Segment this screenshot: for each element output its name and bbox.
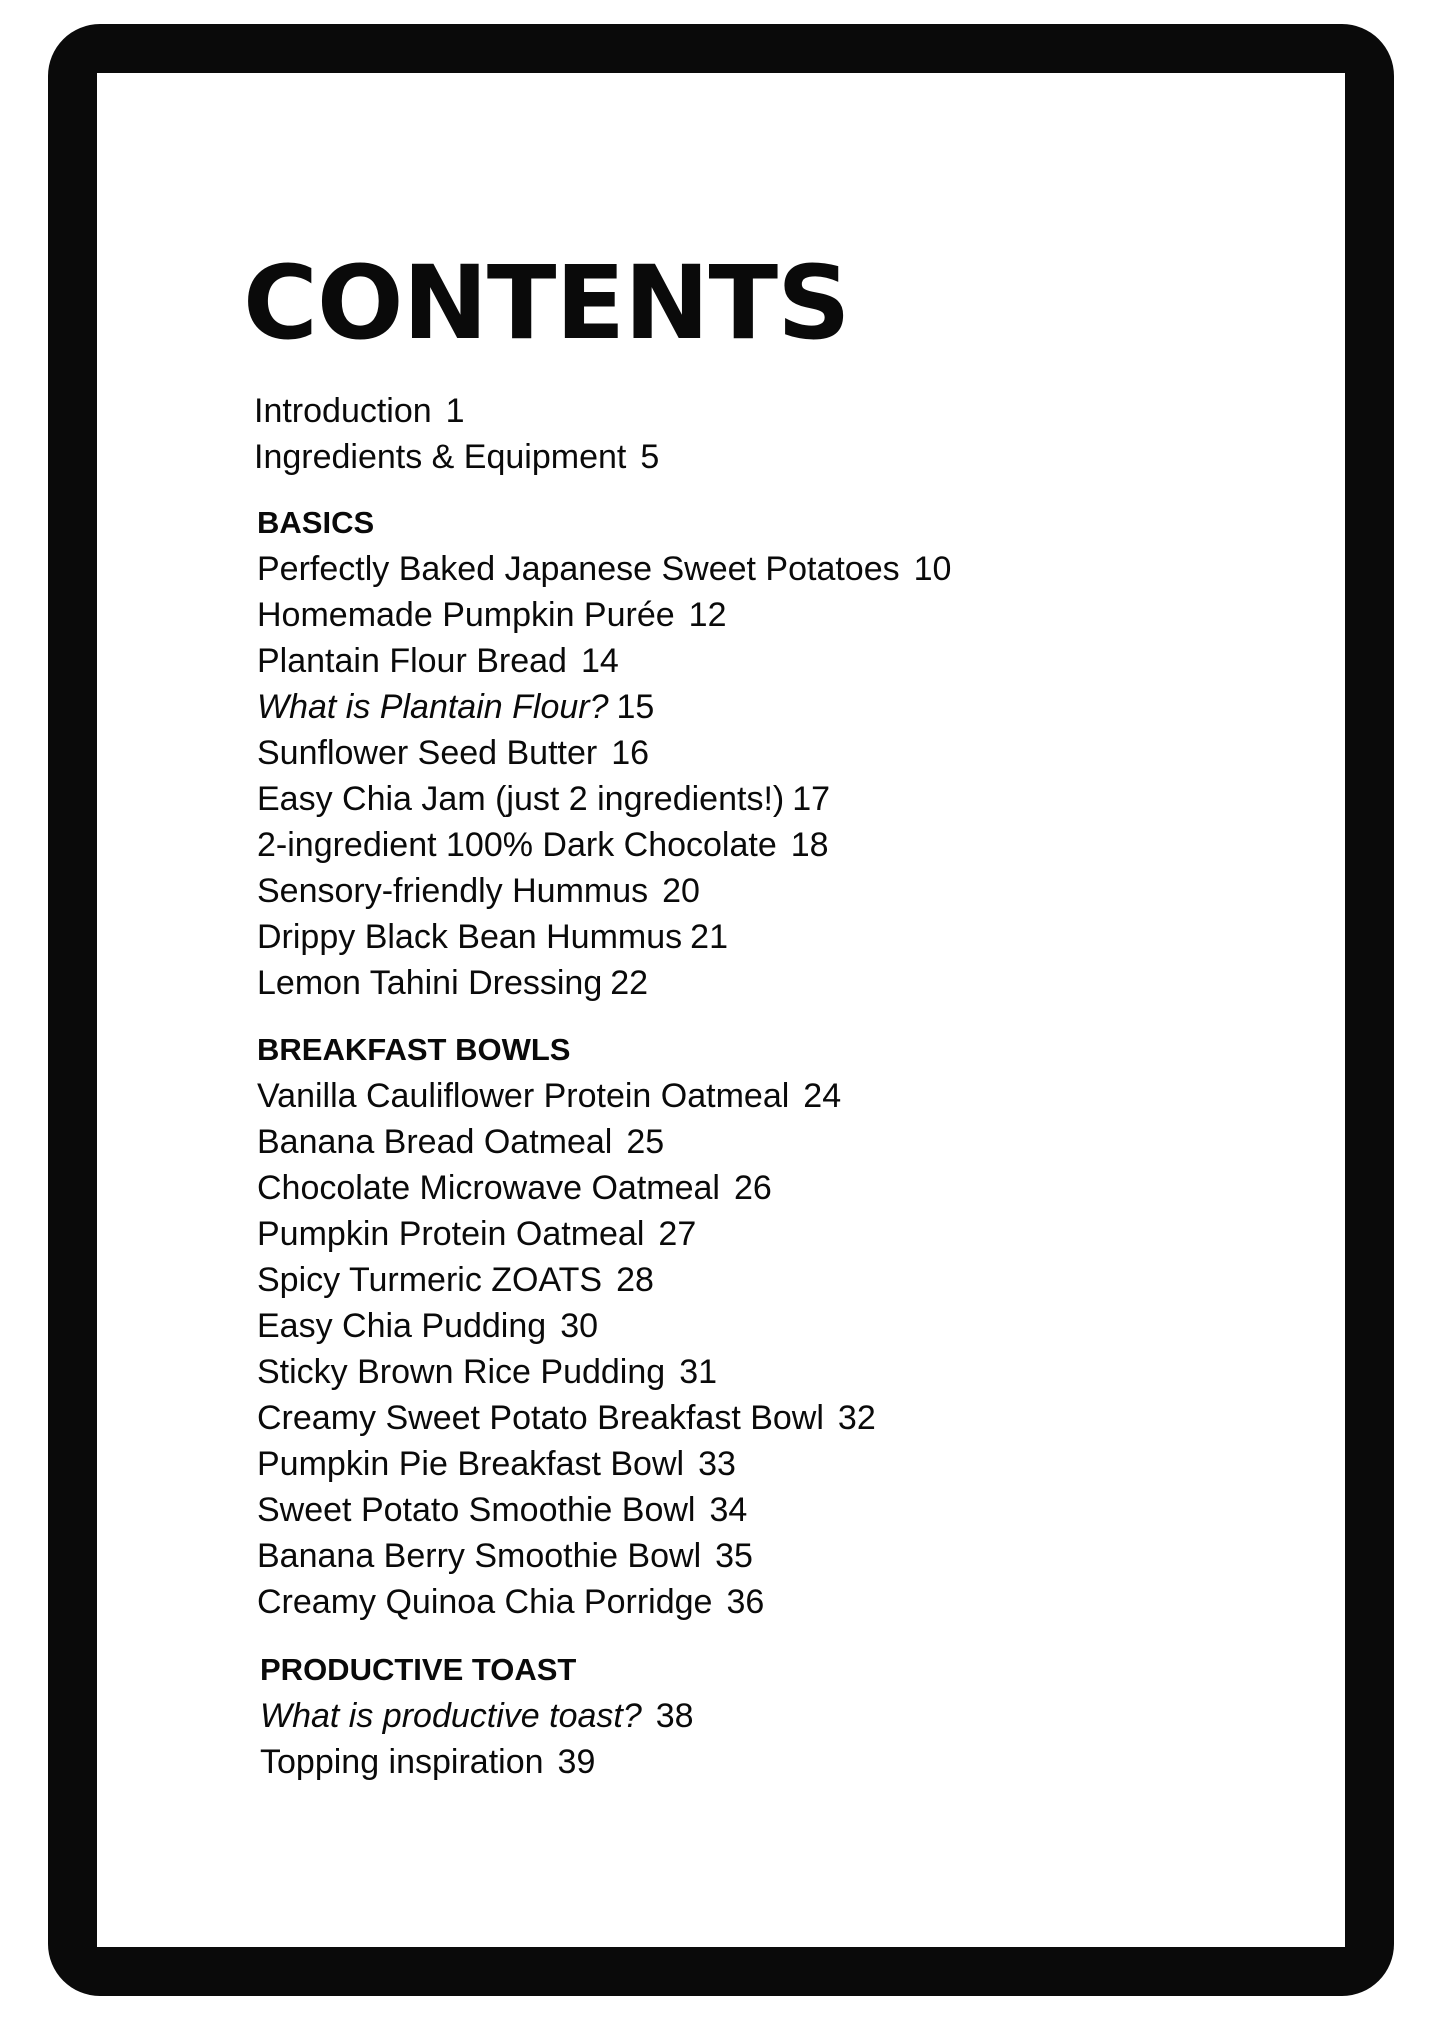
toc-entry-page: 27	[658, 1215, 697, 1253]
toc-entry-label: Introduction	[254, 392, 432, 430]
toc-entry[interactable]	[257, 1352, 717, 1392]
toc-entry-label: Topping inspiration	[260, 1743, 544, 1781]
toc-entry[interactable]	[257, 779, 830, 819]
toc-entry[interactable]	[257, 1444, 736, 1484]
toc-entry-page: 21	[690, 918, 728, 956]
toc-entry-label: Chocolate Microwave Oatmeal	[257, 1169, 720, 1207]
toc-entry-page: 26	[733, 1169, 772, 1207]
toc-entry-label: Perfectly Baked Japanese Sweet Potatoes	[257, 550, 900, 588]
toc-entry-page: 39	[557, 1743, 596, 1781]
toc-entry[interactable]	[257, 1122, 664, 1162]
toc-entry-label: Plantain Flour Bread	[257, 642, 567, 680]
toc-entry[interactable]	[257, 1260, 654, 1300]
toc-entry-label: Sensory-friendly Hummus	[257, 872, 649, 910]
toc-entry[interactable]	[257, 733, 649, 773]
toc-entry-label: Lemon Tahini Dressing	[257, 964, 603, 1002]
toc-entry-page: 33	[698, 1445, 736, 1483]
toc-entry[interactable]	[257, 1582, 764, 1622]
toc-entry-label: Sticky Brown Rice Pudding	[257, 1353, 666, 1391]
toc-entry-page: 35	[715, 1537, 753, 1575]
toc-entry-label: What is Plantain Flour?	[257, 688, 609, 726]
toc-entry[interactable]	[257, 1398, 876, 1438]
toc-entry-label: Creamy Sweet Potato Breakfast Bowl	[257, 1399, 824, 1437]
section-heading-breakfast-bowls: BREAKFAST BOWLS	[257, 1032, 571, 1067]
toc-entry-label: Homemade Pumpkin Purée	[257, 596, 675, 634]
toc-entry-label: Banana Bread Oatmeal	[257, 1123, 613, 1161]
toc-entry-page: 25	[626, 1123, 665, 1161]
section-heading-productive-toast: PRODUCTIVE TOAST	[260, 1652, 577, 1687]
page-title: CONTENTS	[243, 244, 850, 363]
toc-entry-introduction[interactable]	[254, 391, 465, 431]
toc-entry[interactable]	[257, 595, 726, 635]
toc-entry-page: 38	[655, 1697, 694, 1735]
toc-entry[interactable]	[257, 963, 648, 1003]
toc-entry-label: Drippy Black Bean Hummus	[257, 918, 683, 956]
toc-entry-label: Spicy Turmeric ZOATS	[257, 1261, 603, 1299]
toc-entry[interactable]	[257, 825, 829, 865]
toc-entry-label: 2-ingredient 100% Dark Chocolate	[257, 826, 777, 864]
toc-entry-page: 1	[445, 392, 465, 430]
toc-entry-page: 36	[726, 1583, 765, 1621]
toc-entry[interactable]	[257, 1536, 753, 1576]
toc-entry-label: Pumpkin Pie Breakfast Bowl	[257, 1445, 685, 1483]
toc-entry-label: Sunflower Seed Butter	[257, 734, 598, 772]
toc-entry[interactable]	[260, 1696, 694, 1736]
toc-entry-label: Easy Chia Jam (just 2 ingredients!)	[257, 780, 785, 818]
toc-entry-page: 17	[792, 780, 831, 818]
toc-entry-page: 30	[560, 1307, 599, 1345]
toc-entry[interactable]	[257, 1168, 772, 1208]
section-heading-basics: BASICS	[257, 505, 375, 540]
toc-entry-page: 14	[580, 642, 619, 680]
toc-entry-page: 12	[688, 596, 727, 634]
toc-entry-page: 31	[679, 1353, 718, 1391]
toc-entry-ingredients-equipment[interactable]	[254, 437, 659, 477]
toc-entry-label: Sweet Potato Smoothie Bowl	[257, 1491, 696, 1529]
toc-entry-label: Ingredients & Equipment	[254, 438, 627, 476]
toc-entry-page: 15	[616, 688, 655, 726]
toc-entry-label: What is productive toast?	[260, 1697, 642, 1735]
toc-entry[interactable]	[257, 687, 654, 727]
toc-entry[interactable]	[257, 1076, 841, 1116]
toc-entry-label: Pumpkin Protein Oatmeal	[257, 1215, 645, 1253]
toc-entry[interactable]	[257, 871, 700, 911]
toc-entry-label: Easy Chia Pudding	[257, 1307, 547, 1345]
toc-entry[interactable]	[257, 1214, 696, 1254]
toc-entry-label: Vanilla Cauliflower Protein Oatmeal	[257, 1077, 790, 1115]
toc-entry[interactable]	[257, 549, 951, 589]
toc-entry[interactable]	[257, 1306, 598, 1346]
toc-entry[interactable]	[260, 1742, 595, 1782]
toc-entry-label: Banana Berry Smoothie Bowl	[257, 1537, 702, 1575]
toc-entry-page: 34	[709, 1491, 748, 1529]
toc-entry-label: Creamy Quinoa Chia Porridge	[257, 1583, 713, 1621]
toc-entry-page: 20	[662, 872, 700, 910]
toc-entry[interactable]	[257, 641, 619, 681]
toc-entry-page: 28	[616, 1261, 654, 1299]
toc-entry-page: 22	[610, 964, 649, 1002]
toc-entry-page: 24	[803, 1077, 842, 1115]
toc-entry[interactable]	[257, 917, 728, 957]
toc-entry-page: 5	[640, 438, 660, 476]
toc-entry[interactable]	[257, 1490, 747, 1530]
contents-page	[97, 73, 1345, 1947]
toc-entry-page: 10	[913, 550, 952, 588]
toc-entry-page: 32	[837, 1399, 876, 1437]
toc-entry-page: 18	[790, 826, 829, 864]
toc-entry-page: 16	[611, 734, 650, 772]
